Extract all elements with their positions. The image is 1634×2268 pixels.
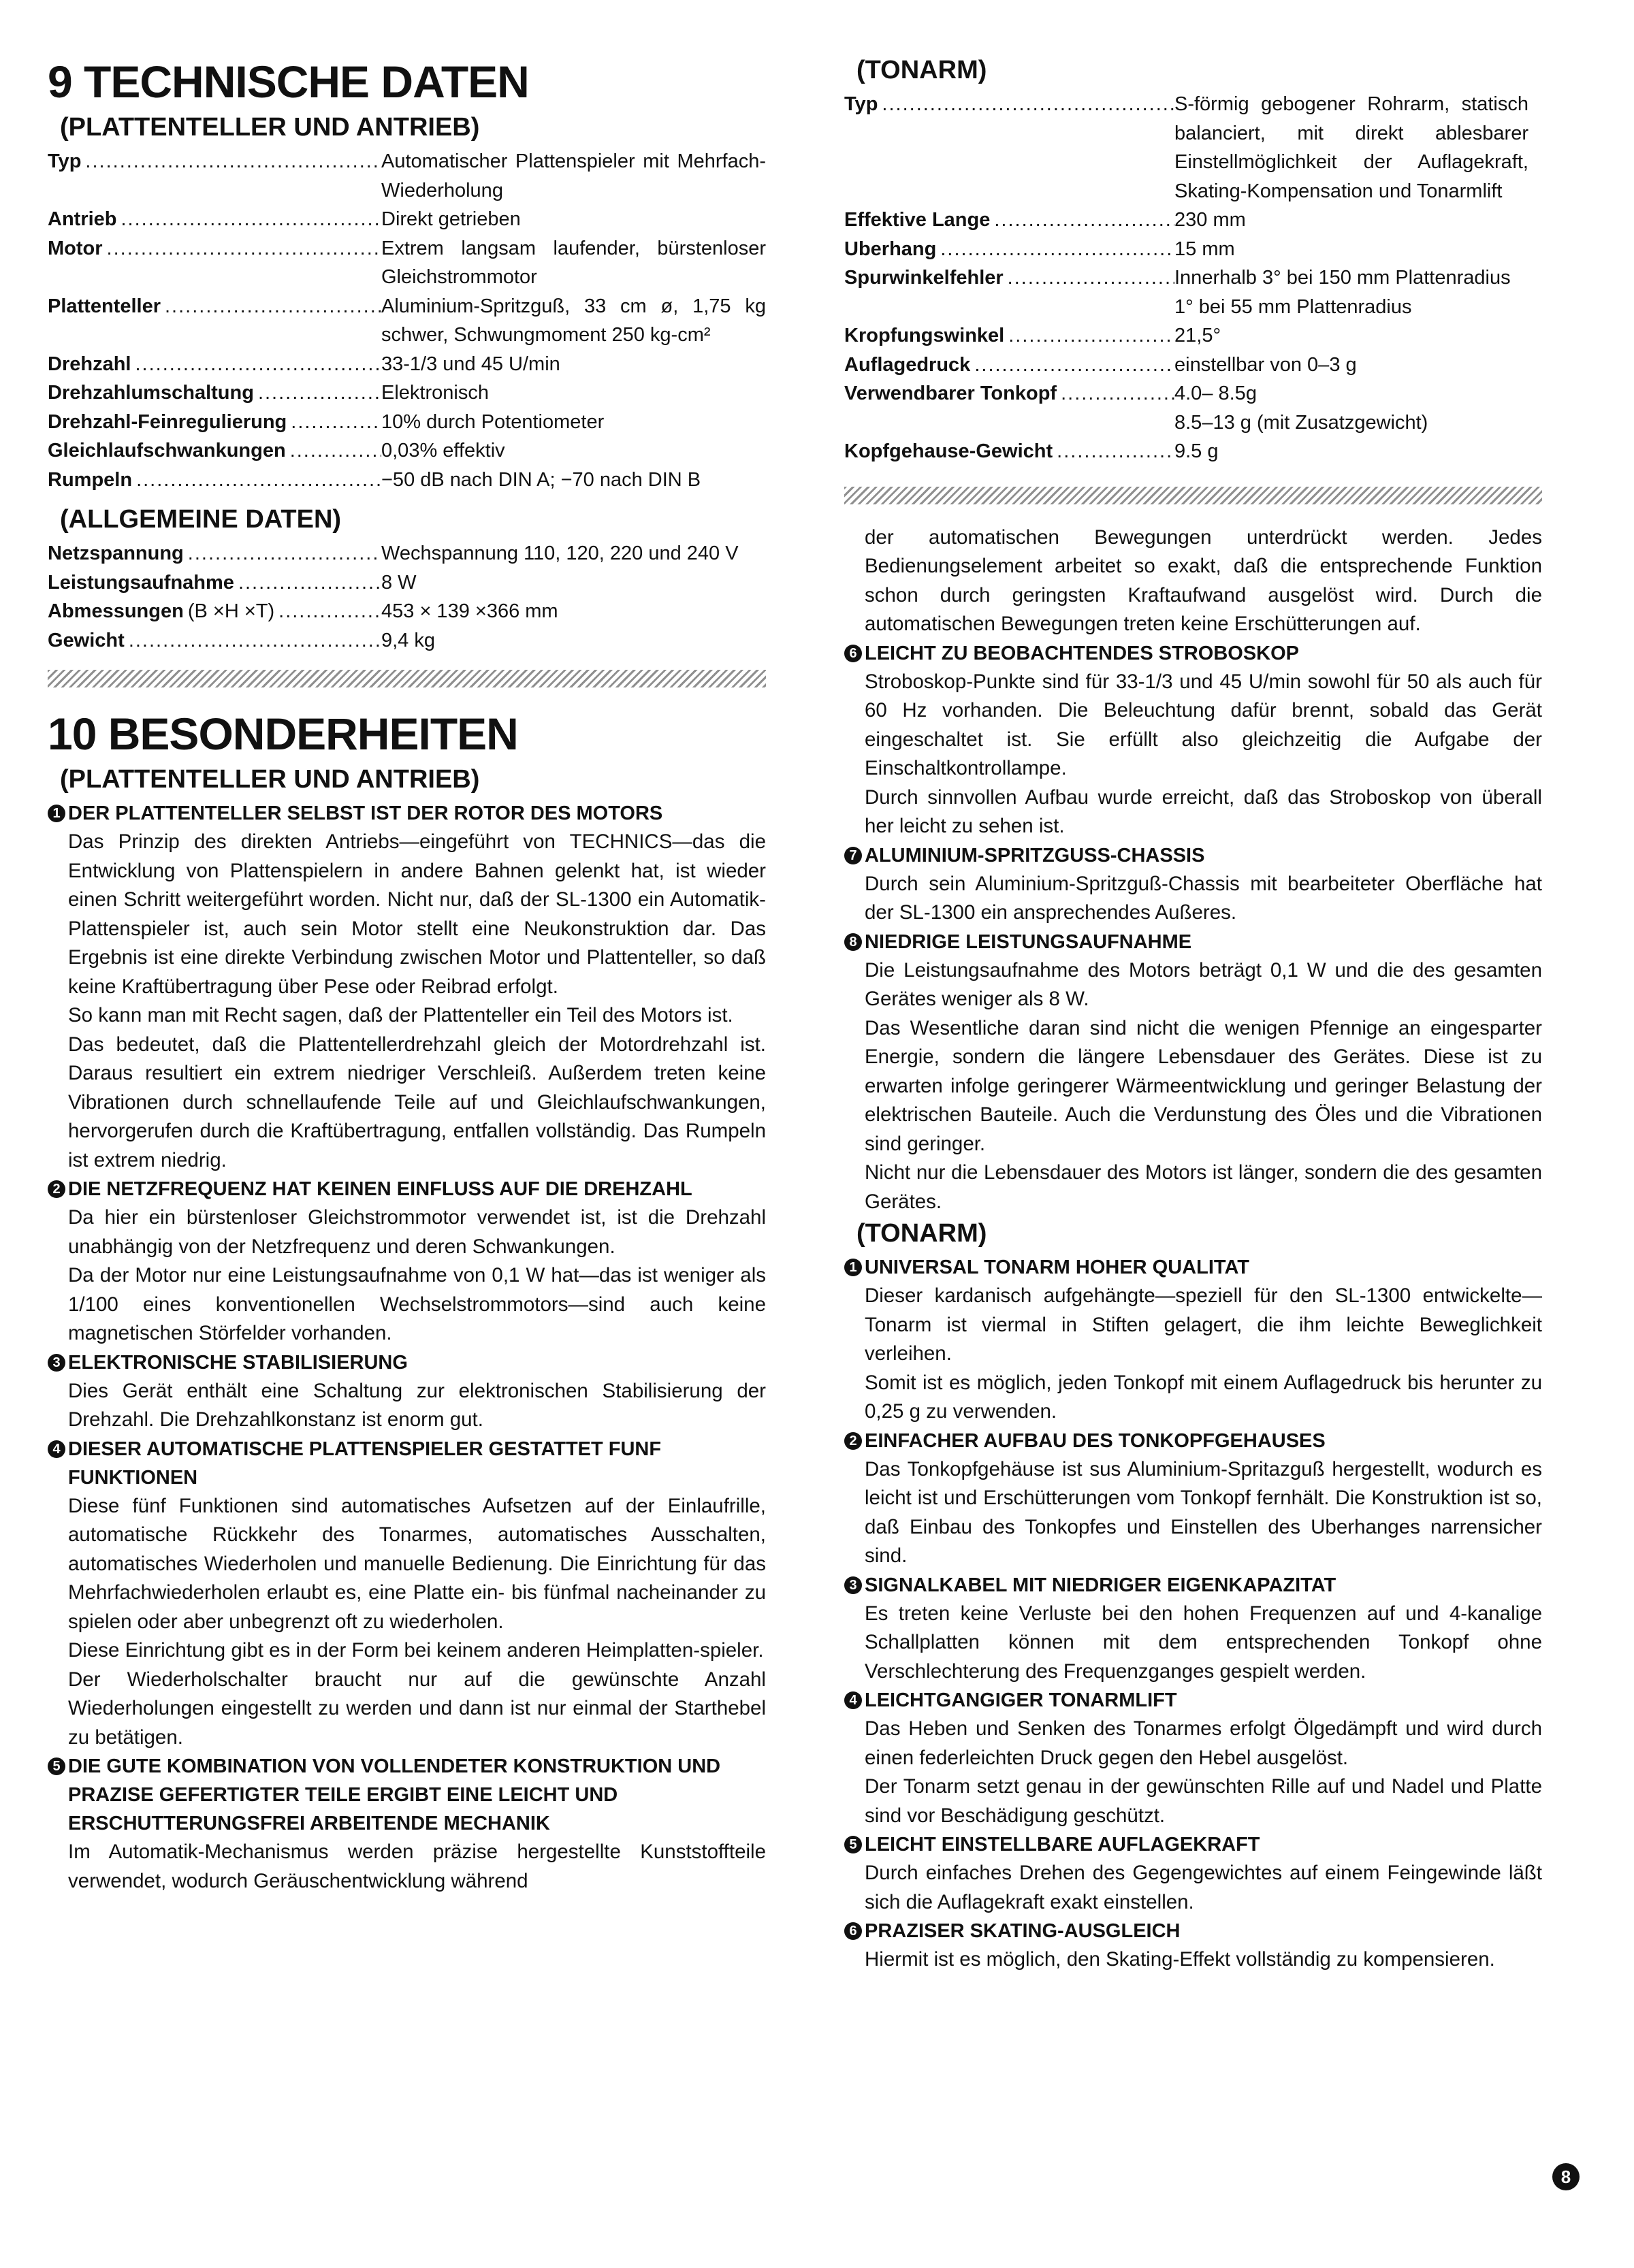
feature-heading <box>844 1427 1542 1455</box>
spec-value-extra: 8.5–13 g (mit Zusatzgewicht) <box>1174 411 1428 434</box>
spec-value-cell <box>381 350 766 379</box>
spec-row <box>48 568 766 598</box>
dot-leader <box>1008 321 1174 351</box>
feature-paragraph: So kann man mit Recht sagen, daß der Plattenteller ein Teil des Motors ist. <box>68 1004 733 1026</box>
feature-list-left <box>48 799 766 1896</box>
spec-table-tonarm <box>844 90 1542 466</box>
feature-number-badge: 4 <box>844 1691 862 1709</box>
dot-leader <box>258 378 381 408</box>
spec-label-cell <box>48 350 381 379</box>
dot-leader <box>135 350 381 379</box>
dot-leader <box>882 90 1174 206</box>
spec-value-cell <box>1174 379 1528 437</box>
spec-label-cell <box>844 263 1174 321</box>
spec-value-cell <box>1174 437 1528 466</box>
spec-label-cell <box>48 234 381 292</box>
spec-label: Antrieb <box>48 208 117 230</box>
feature-paragraph: Diese Einrichtung gibt es in der Form bei keinem anderen Heimplatten-spieler. <box>68 1639 764 1662</box>
feature-title: LEICHT ZU BEOBACHTENDES STROBOSKOP <box>865 642 1300 664</box>
spec-value: 33-1/3 und 45 U/min <box>381 353 560 375</box>
spec-label: Gleichlaufschwankungen <box>48 440 286 461</box>
spec-value: Extrem langsam laufender, bürstenloser Gleichstrommotor <box>381 237 766 288</box>
dot-leader <box>238 568 381 598</box>
spec-table-plattenteller <box>48 147 766 494</box>
spec-label: Kopfgehause-Gewicht <box>844 440 1053 462</box>
feature-paragraph: Dies Gerät enthält eine Schaltung zur elektronischen Stabilisierung der Drehzahl. Die Drehzahlkonstanz ist enorm gut. <box>68 1379 766 1431</box>
spec-label: Abmessungen <box>48 600 184 622</box>
feature-heading <box>48 1752 766 1838</box>
spec-row <box>48 378 766 408</box>
spec-value: −50 dB nach DIN A; −70 nach DIN B <box>381 468 701 491</box>
spec-value: Innerhalb 3° bei 150 mm Plattenradius <box>1174 267 1511 289</box>
feature-paragraph: Durch sinnvollen Aufbau wurde erreicht, daß das Stroboskop von überall her leicht zu sehen ist. <box>865 785 1542 837</box>
feature-paragraph: Das Wesentliche daran sind nicht die wenigen Pfennige an eingesparter Energie, sondern die längere Lebensdauer des Gerätes. Diese ist zu erwarten infolge geringerer Wärmeentwicklung und geringer Belastung der elektrischen Bauteile. Auch die Verdunstung des Öles und die Vibrationen sind geringer. <box>865 1016 1542 1155</box>
spec-label: Verwendbarer Tonkopf <box>844 383 1057 404</box>
feature-number-badge: 1 <box>48 805 65 822</box>
feature-paragraph: Dieser kardanisch aufgehängte—speziell für den SL-1300 entwickelte—Tonarm ist viermal in Stiften gelagert, die ihm leichte Beweglichkeit verleihen. <box>865 1284 1542 1365</box>
spec-value: 10% durch Potentiometer <box>381 410 605 433</box>
feature-heading <box>844 1686 1542 1715</box>
feature-paragraph: Das Prinzip des direkten Antriebs—eingeführt von TECHNICS—das die Entwicklung von Plattenspielern in andere Bahnen gelenkt hat, ist wieder einen Schritt weitergeführt worden. Nicht nur, daß der SL-1300 ein Automatik-Plattenspieler ist, auch sein Motor stellt eine Neukonstruktion dar. Das Ergebnis ist eine direkte Verbindung zwischen Motor und Plattenteller, so daß keine Kraftübertragung über Pese oder Reibrad erfolgt. <box>68 830 766 998</box>
spec-row <box>844 263 1542 321</box>
feature-title: DIE NETZFREQUENZ HAT KEINEN EINFLUSS AUF DIE DREHZAHL <box>68 1178 692 1200</box>
feature-paragraph: Der Wiederholschalter braucht nur auf die gewünschte Anzahl Wiederholungen eingestellt zu werden und dann ist nur einmal der Starthebel zu betätigen. <box>68 1668 766 1749</box>
feature-paragraph: Das Heben und Senken des Tonarmes erfolgt Ölgedämpft und wird durch einen federleichten Druck gegen den Hebel ausgelöst. <box>865 1717 1542 1769</box>
feature-heading <box>48 1348 766 1377</box>
tonarm-spec-heading: (TONARM) <box>856 56 987 84</box>
spec-value-cell <box>381 568 766 598</box>
feature-title: LEICHTGANGIGER TONARMLIFT <box>865 1689 1177 1711</box>
spec-row <box>844 351 1542 380</box>
spec-row <box>48 234 766 292</box>
feature-number-badge: 5 <box>48 1757 65 1775</box>
spec-value-cell <box>381 205 766 234</box>
spec-row <box>48 436 766 466</box>
feature-heading <box>844 639 1542 668</box>
feature-title: DER PLATTENTELLER SELBST IST DER ROTOR DES MOTORS <box>68 803 663 824</box>
spec-label: Auflagedruck <box>844 353 971 376</box>
dot-leader <box>994 206 1174 235</box>
spec-value-cell <box>381 378 766 408</box>
spec-value: einstellbar von 0–3 g <box>1174 353 1357 376</box>
dot-leader <box>974 351 1174 380</box>
feature-number-badge: 2 <box>844 1432 862 1450</box>
dot-leader <box>121 205 382 234</box>
feature-paragraph: Hiermit ist es möglich, den Skating-Effekt vollständig zu kompensieren. <box>865 1948 1495 1971</box>
feature-title: DIE GUTE KOMBINATION VON VOLLENDETER KONSTRUKTION UND PRAZISE GEFERTIGTER TEILE ERGIBT EINE LEICHT UND ERSCHUTTERUNGSFREI ARBEITENDE MECHANIK <box>68 1755 721 1834</box>
spec-label: Drehzahl-Feinregulierung <box>48 410 287 433</box>
spec-label: Spurwinkelfehler <box>844 267 1004 289</box>
spec-value-extra: 1° bei 55 mm Plattenradius <box>1174 295 1412 318</box>
dot-leader <box>165 292 381 350</box>
spec-row <box>48 350 766 379</box>
allgemeine-heading: (ALLGEMEINE DATEN) <box>60 505 342 534</box>
dot-leader <box>1008 263 1174 321</box>
spec-label: Rumpeln <box>48 468 133 491</box>
dot-leader <box>940 235 1174 264</box>
spec-label-cell <box>48 466 381 495</box>
spec-label: Motor <box>48 237 103 259</box>
spec-row <box>48 466 766 495</box>
spec-value: Elektronisch <box>381 382 489 404</box>
spec-value-cell <box>381 597 766 626</box>
spec-value: 9.5 g <box>1174 440 1219 462</box>
spec-label-cell <box>48 292 381 350</box>
feature-heading <box>844 1917 1542 1945</box>
dot-leader <box>188 539 381 568</box>
spec-value: 4.0– 8.5g <box>1174 383 1257 404</box>
spec-value-cell <box>1174 90 1528 206</box>
spec-label-cell <box>48 597 381 626</box>
feature-number-badge: 6 <box>844 1922 862 1940</box>
feature-paragraph: Das bedeutet, daß die Plattentellerdrehzahl gleich der Motordrehzahl ist. Daraus resultiert ein extrem niedriger Verschleiß. Außerdem treten keine Vibrationen durch schnellaufende Teile auf und Gleichlaufschwankungen, hervorgerufen durch die Kraftübertragung, entfallen vollständig. Das Rumpeln ist extrem niedrig. <box>68 1033 766 1171</box>
spec-label: Typ <box>48 150 82 172</box>
spec-value-cell <box>381 466 766 495</box>
spec-value: 21,5° <box>1174 325 1221 346</box>
spec-value-cell <box>1174 351 1528 380</box>
spec-label-cell <box>48 626 381 655</box>
spec-label-cell <box>844 437 1174 466</box>
feature-title: ALUMINIUM-SPRITZGUSS-CHASSIS <box>865 844 1205 866</box>
feature-paragraph: Der Tonarm setzt genau in der gewünschten Rille auf und Nadel und Platte sind vor Beschädigung geschützt. <box>865 1775 1542 1827</box>
spec-value-cell <box>1174 263 1528 321</box>
feature-heading <box>844 1830 1542 1859</box>
continuation-text: der automatischen Bewegungen unterdrückt werden. Jedes Bedienungselement arbeitet so exakt, daß die entsprechende Funktion schon durch geringsten Kraftaufwand ausgelöst wird. Durch die automatischen Bewegungen treten keine Erschütterungen auf. <box>865 525 1542 635</box>
feature-number-badge: 5 <box>844 1836 862 1853</box>
spec-row <box>48 147 766 205</box>
feature-paragraph: Nicht nur die Lebensdauer des Motors ist länger, sondern die des gesamten Gerätes. <box>865 1161 1542 1213</box>
section-9-title: 9 TECHNISCHE DATEN <box>48 56 529 107</box>
feature-title: DIESER AUTOMATISCHE PLATTENSPIELER GESTATTET FUNF FUNKTIONEN <box>68 1438 662 1489</box>
feature-heading <box>844 1571 1542 1600</box>
spec-label-cell <box>48 408 381 437</box>
spec-row <box>48 626 766 655</box>
dot-leader <box>107 234 381 292</box>
spec-label-cell <box>844 235 1174 264</box>
spec-label: Uberhang <box>844 238 937 260</box>
feature-paragraph: Da der Motor nur eine Leistungsaufnahme von 0,1 W hat—das ist weniger als 1/100 eines konventionellen Wechselstrommotors—sind auch keine magnetischen Störfelder vorhanden. <box>68 1264 766 1344</box>
feature-number-badge: 3 <box>48 1354 65 1372</box>
feature-number-badge: 4 <box>48 1440 65 1458</box>
spec-row <box>48 205 766 234</box>
spec-value: Wechspannung 110, 120, 220 und 240 V <box>381 542 739 564</box>
feature-number-badge: 3 <box>844 1576 862 1594</box>
spec-value: Direkt getrieben <box>381 208 521 230</box>
spec-row <box>844 321 1542 351</box>
feature-title: SIGNALKABEL MIT NIEDRIGER EIGENKAPAZITAT <box>865 1574 1336 1596</box>
dot-leader <box>1061 379 1174 437</box>
spec-value: 230 mm <box>1174 209 1246 231</box>
feature-heading <box>48 1175 766 1203</box>
feature-title: ELEKTRONISCHE STABILISIERUNG <box>68 1351 408 1374</box>
spec-label: Leistungsaufnahme <box>48 571 234 594</box>
spec-value-cell <box>381 292 766 350</box>
feature-title: LEICHT EINSTELLBARE AUFLAGEKRAFT <box>865 1834 1260 1856</box>
spec-label-suffix: (B ×H ×T) <box>187 600 275 622</box>
feature-title: NIEDRIGE LEISTUNGSAUFNAHME <box>865 930 1192 953</box>
feature-number-badge: 2 <box>48 1180 65 1198</box>
feature-paragraph: Somit ist es möglich, jeden Tonkopf mit einem Auflagedruck bis herunter zu 0,25 g zu verwenden. <box>865 1371 1542 1423</box>
spec-label-cell <box>48 539 381 568</box>
spec-value: 15 mm <box>1174 238 1235 260</box>
spec-value-cell <box>381 436 766 466</box>
feature-heading <box>844 1253 1542 1282</box>
feature-number-badge: 1 <box>844 1259 862 1276</box>
feature-list-right <box>844 639 1542 1217</box>
spec-label: Effektive Lange <box>844 209 991 231</box>
feature-number-badge: 7 <box>844 847 862 864</box>
spec-row <box>844 206 1542 235</box>
spec-value-cell <box>381 408 766 437</box>
left-column <box>48 54 766 1896</box>
spec-row <box>844 90 1542 206</box>
feature-heading <box>844 841 1542 870</box>
page-number: 8 <box>1552 2163 1580 2190</box>
spec-value: 8 W <box>381 571 417 594</box>
ornament-divider <box>48 670 766 687</box>
spec-value: 9,4 kg <box>381 629 435 651</box>
dot-leader <box>1057 437 1174 466</box>
feature-paragraph: Stroboskop-Punkte sind für 33-1/3 und 45 U/min sowohl für 50 als auch für 60 Hz vorhanden. Die Beleuchtung dafür brennt, sobald das Gerät eingeschaltet ist. Sie erfüllt also gleichzeitig die Aufgabe der Einschaltkontrollampe. <box>865 670 1542 779</box>
spec-row <box>844 379 1542 437</box>
spec-value-cell <box>1174 206 1528 235</box>
spec-value-cell <box>1174 235 1528 264</box>
spec-label-cell <box>844 379 1174 437</box>
spec-label: Kropfungswinkel <box>844 325 1005 346</box>
feature-paragraph: Durch sein Aluminium-Spritzguß-Chassis mit bearbeiteter Oberfläche hat der SL-1300 ein ansprechendes Außeres. <box>865 872 1542 924</box>
feature-title: PRAZISER SKATING-AUSGLEICH <box>865 1920 1181 1942</box>
spec-table-allgemein <box>48 539 766 655</box>
feature-paragraph: Da hier ein bürstenloser Gleichstrommotor verwendet ist, ist die Drehzahl unabhängig von der Netzfrequenz und deren Schwankungen. <box>68 1206 766 1258</box>
spec-value: 453 × 139 ×366 mm <box>381 600 558 622</box>
feature-heading <box>48 799 766 828</box>
feature-heading <box>48 1435 766 1492</box>
spec-label-cell <box>844 90 1174 206</box>
spec-row <box>48 408 766 437</box>
feature-number-badge: 8 <box>844 933 862 951</box>
spec-value: S-förmig gebogener Rohrarm, statisch balanciert, mit direkt ablesbarer Einstellmöglichkeit der Auflagekraft, Skating-Kompensation und Tonarmlift <box>1174 93 1528 202</box>
feature-title: EINFACHER AUFBAU DES TONKOPFGEHAUSES <box>865 1429 1326 1452</box>
spec-row <box>844 437 1542 466</box>
tonarm-features-heading: (TONARM) <box>856 1219 987 1248</box>
spec-label-cell <box>844 351 1174 380</box>
right-column <box>844 54 1542 1975</box>
spec-value-cell <box>381 234 766 292</box>
besonderheiten-heading: (PLATTENTELLER UND ANTRIEB) <box>60 765 480 794</box>
spec-value-cell <box>381 539 766 568</box>
spec-label-cell <box>48 436 381 466</box>
spec-row <box>48 292 766 350</box>
spec-value-cell <box>381 147 766 205</box>
feature-paragraph: Es treten keine Verluste bei den hohen Frequenzen auf und 4-kanalige Schallplatten können mit dem entsprechenden Tonkopf ohne Verschlechterung des Frequenzganges gespielt werden. <box>865 1602 1542 1683</box>
spec-label-cell <box>48 378 381 408</box>
feature-title: UNIVERSAL TONARM HOHER QUALITAT <box>865 1257 1249 1278</box>
spec-label-cell <box>844 206 1174 235</box>
feature-paragraph: Das Tonkopfgehäuse ist sus Aluminium-Spritazguß hergestellt, wodurch es leicht ist und Erschütterungen vom Tonkopf fernhält. Die Konstruktion ist so, daß Einbau des Tonkopfes und Einstellen des Uberhanges narrensicher sind. <box>865 1457 1542 1567</box>
spec-label: Drehzahlumschaltung <box>48 382 254 404</box>
plattenteller-heading: (PLATTENTELLER UND ANTRIEB) <box>60 113 480 142</box>
spec-value: Aluminium-Spritzguß, 33 cm ø, 1,75 kg schwer, Schwungmoment 250 kg-cm² <box>381 295 766 346</box>
dot-leader <box>136 466 381 495</box>
spec-label: Gewicht <box>48 629 125 651</box>
feature-paragraph: Durch einfaches Drehen des Gegengewichtes auf einem Feingewinde läßt sich die Auflagekraft exakt einstellen. <box>865 1862 1542 1913</box>
spec-value: Automatischer Plattenspieler mit Mehrfach-Wiederholung <box>381 150 766 201</box>
spec-label: Drehzahl <box>48 353 131 375</box>
spec-value-cell <box>381 626 766 655</box>
feature-number-badge: 6 <box>844 645 862 662</box>
spec-label-cell <box>844 321 1174 351</box>
dot-leader <box>129 626 381 655</box>
feature-paragraph: Diese fünf Funktionen sind automatisches Aufsetzen auf der Einlaufrille, automatische Rückkehr des Tonarmes, automatisches Ausschalten, automatisches Wiederholen und manuelle Bedienung. Die Einrichtung für das Mehrfachwiederholen erlaubt es, eine Platte ein- bis fünfmal nacheinander zu spielen oder aber unbegrenzt oft zu wiederholen. <box>68 1494 766 1633</box>
spec-label-cell <box>48 147 381 205</box>
feature-paragraph: Im Automatik-Mechanismus werden präzise hergestellte Kunststoffteile verwendet, wodurch Geräuschentwicklung während <box>68 1841 766 1892</box>
spec-value: 0,03% effektiv <box>381 440 505 461</box>
dot-leader <box>278 597 381 626</box>
dot-leader <box>291 408 381 437</box>
dot-leader <box>290 436 381 466</box>
spec-label: Typ <box>844 93 878 115</box>
spec-label: Plattenteller <box>48 295 161 317</box>
spec-label-cell <box>48 205 381 234</box>
dot-leader <box>85 147 381 205</box>
spec-row <box>48 539 766 568</box>
spec-value-cell <box>1174 321 1528 351</box>
spec-label: Netzspannung <box>48 542 184 564</box>
section-10-title: 10 BESONDERHEITEN <box>48 709 518 759</box>
feature-list-tonarm <box>844 1253 1542 1975</box>
spec-row <box>844 235 1542 264</box>
spec-label-cell <box>48 568 381 598</box>
feature-heading <box>844 928 1542 956</box>
feature-paragraph: Die Leistungsaufnahme des Motors beträgt 0,1 W und die des gesamten Gerätes weniger als 8 W. <box>865 958 1542 1010</box>
ornament-divider <box>844 487 1542 504</box>
spec-row <box>48 597 766 626</box>
